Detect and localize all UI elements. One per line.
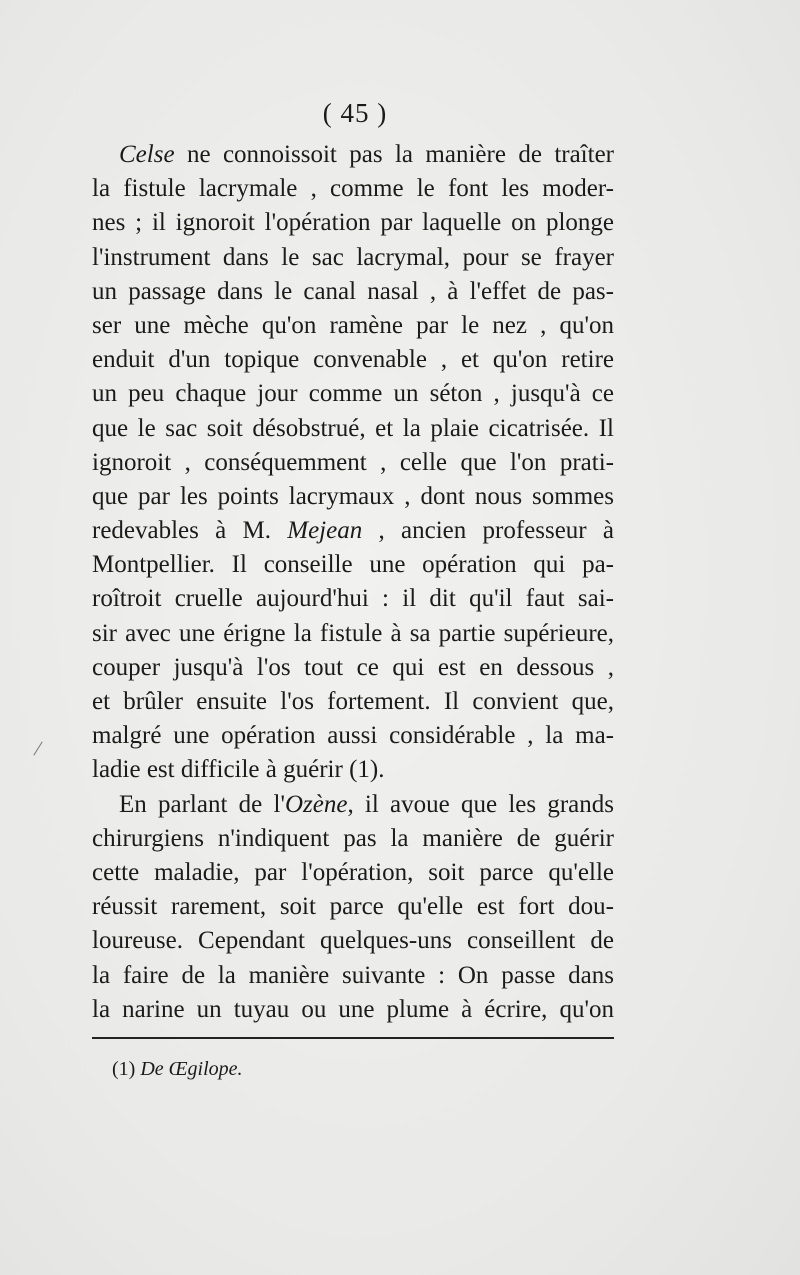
text-run: que le sac soit désobstrué, et la plaie cicatrisée. Il	[92, 414, 614, 442]
text-line	[92, 582, 614, 616]
footnote	[112, 1053, 243, 1085]
text-run: Montpellier. Il conseille une opération qui pa-	[92, 551, 614, 579]
text-run: que par les points lacrymaux , dont nous sommes	[92, 482, 614, 510]
text-run: ser une mèche qu'on ramène par le nez , qu'on	[92, 311, 614, 339]
text-run: En parlant de l'	[119, 790, 285, 818]
text-line	[92, 890, 614, 924]
text-run: ne connoissoit pas la manière de traîter	[174, 141, 614, 168]
text-run: ladie est difficile à guérir (1).	[92, 756, 385, 784]
text-line	[92, 788, 614, 822]
text-line	[92, 548, 614, 582]
text-run: roîtroit cruelle aujourd'hui : il dit qu'il faut sai-	[92, 585, 614, 613]
text-run: nes ; il ignoroit l'opération par laquelle on plonge	[92, 209, 614, 237]
text-line	[92, 446, 614, 480]
text-run: malgré une opération aussi considérable , la ma-	[92, 722, 614, 750]
footnote-rule	[92, 1037, 614, 1039]
margin-mark	[33, 741, 42, 755]
text-run: la faire de la manière suivante : On passe dans	[92, 961, 614, 989]
text-line	[92, 138, 614, 172]
text-run: un passage dans le canal nasal , à l'effet de pas-	[92, 277, 614, 305]
text-line	[92, 924, 614, 958]
italic-run: Celse	[119, 141, 175, 168]
text-run: , ancien professeur à	[362, 517, 614, 545]
text-line	[92, 822, 614, 856]
body-text	[92, 138, 614, 1027]
text-run: loureuse. Cependant quelques-uns conseillent de	[92, 927, 614, 955]
text-run: chirurgiens n'indiquent pas la manière de guérir	[92, 824, 614, 852]
page-number: ( 45 )	[322, 98, 388, 128]
text-line	[92, 993, 614, 1027]
text-line	[92, 172, 614, 206]
footnote-marker: (1)	[112, 1058, 141, 1080]
text-line	[92, 719, 614, 753]
footnote-text: De Œgilope.	[140, 1058, 243, 1080]
text-line	[92, 753, 614, 787]
text-run: couper jusqu'à l'os tout ce qui est en dessous ,	[92, 653, 614, 681]
text-line	[92, 412, 614, 446]
text-run: un peu chaque jour comme un séton , jusqu'à ce	[92, 380, 614, 408]
text-run: et brûler ensuite l'os fortement. Il convient que,	[92, 688, 614, 715]
text-run: enduit d'un topique convenable , et qu'on retire	[92, 346, 614, 374]
text-line	[92, 241, 614, 275]
text-run: sir avec une érigne la fistule à sa partie supérieure,	[92, 619, 614, 647]
text-line	[92, 617, 614, 651]
text-line	[92, 206, 614, 240]
text-line	[92, 651, 614, 685]
text-run: ignoroit , conséquemment , celle que l'on prati-	[92, 448, 614, 476]
text-line	[92, 309, 614, 343]
text-line	[92, 377, 614, 411]
text-run: l'instrument dans le sac lacrymal, pour se frayer	[92, 243, 614, 271]
text-line	[92, 275, 614, 309]
text-line	[92, 480, 614, 514]
text-run: réussit rarement, soit parce qu'elle est fort dou-	[92, 893, 614, 921]
text-line	[92, 959, 614, 993]
text-line	[92, 856, 614, 890]
italic-run: Ozène	[284, 790, 348, 818]
text-run: la narine un tuyau ou une plume à écrire, qu'on	[92, 995, 614, 1023]
text-line	[92, 343, 614, 377]
text-run: la fistule lacrymale , comme le font les moder-	[92, 175, 614, 203]
text-run: cette maladie, par l'opération, soit parce qu'elle	[92, 858, 614, 886]
text-line	[92, 514, 614, 548]
text-run: , il avoue que les grands	[347, 790, 614, 818]
text-run: redevables à M.	[92, 517, 288, 545]
text-line	[92, 685, 614, 719]
italic-run: Mejean	[287, 517, 363, 545]
